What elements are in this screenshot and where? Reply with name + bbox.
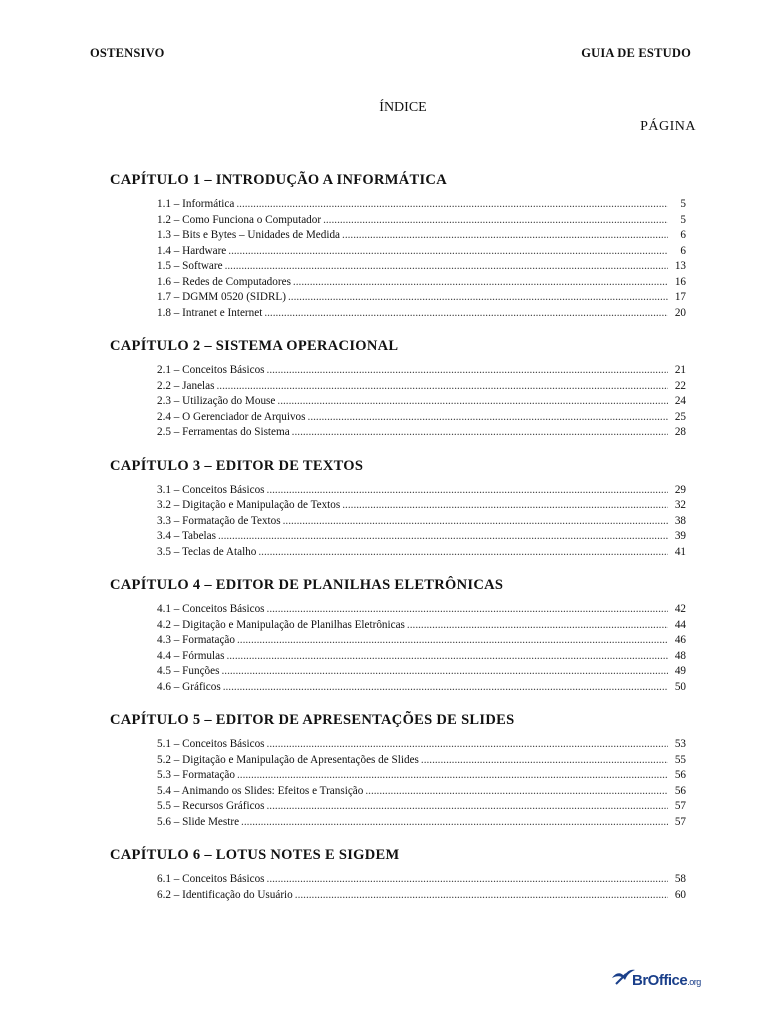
logo-name: BrOffice <box>632 972 688 989</box>
toc-entry <box>157 737 686 753</box>
dot-leader <box>216 379 668 395</box>
toc-entry-label: 6.2 – Identificação do Usuário <box>157 888 293 901</box>
toc-entry-label: 5.6 – Slide Mestre <box>157 815 240 828</box>
toc-entry-page: 56 <box>674 784 686 797</box>
toc-entry-page: 41 <box>674 545 686 558</box>
dot-leader <box>221 664 668 680</box>
dot-leader <box>267 799 669 815</box>
chapter-section <box>110 336 686 441</box>
toc-entry <box>157 768 686 784</box>
chapter-title: CAPÍTULO 1 – INTRODUÇÃO A INFORMÁTICA <box>110 172 447 188</box>
toc-entry-page: 32 <box>674 499 686 511</box>
dot-leader <box>218 529 668 545</box>
toc-entry-page: 60 <box>674 888 686 901</box>
dot-leader <box>223 680 668 696</box>
toc-entry-page: 29 <box>674 483 686 496</box>
toc-entry <box>157 483 686 499</box>
dot-leader <box>237 768 668 784</box>
toc-entry-label: 2.5 – Ferramentas do Sistema <box>157 426 290 438</box>
page-title: ÍNDICE <box>379 100 427 115</box>
table-of-contents <box>110 170 686 918</box>
toc-entry-label: 4.6 – Gráficos <box>157 680 221 693</box>
toc-entry-label: 5.4 – Animando os Slides: Efeitos e Transição <box>157 784 364 797</box>
toc-entry-page: 48 <box>674 649 686 662</box>
chapter-section <box>110 575 686 695</box>
chapter-entries <box>157 872 686 903</box>
toc-entry-label: 1.4 – Hardware <box>157 244 227 257</box>
toc-entry-label: 5.1 – Conceitos Básicos <box>157 738 265 750</box>
dot-leader <box>228 244 668 260</box>
toc-entry-label: 1.3 – Bits e Bytes – Unidades de Medida <box>157 229 341 241</box>
dot-leader <box>308 410 668 426</box>
header-right: GUIA DE ESTUDO <box>581 46 691 60</box>
dot-leader <box>267 602 668 618</box>
toc-entry <box>157 425 686 441</box>
dot-leader <box>264 306 668 322</box>
chapter-entries <box>157 197 686 321</box>
toc-entry-page: 21 <box>674 364 686 376</box>
header-left: OSTENSIVO <box>90 46 165 60</box>
toc-entry-label: 1.2 – Como Funciona o Computador <box>157 213 322 226</box>
toc-entry-label: 3.1 – Conceitos Básicos <box>157 483 265 496</box>
toc-entry-label: 4.2 – Digitação e Manipulação de Planilhas Eletrônicas <box>157 618 405 631</box>
dot-leader <box>288 290 668 306</box>
toc-entry-page: 57 <box>674 800 686 812</box>
toc-entry <box>157 306 686 322</box>
dot-leader <box>236 197 668 213</box>
chapter-title: CAPÍTULO 3 – EDITOR DE TEXTOS <box>110 457 364 474</box>
page-column-label: PÁGINA <box>640 119 696 134</box>
toc-entry <box>157 259 686 275</box>
toc-entry-label: 5.3 – Formatação <box>157 769 235 781</box>
toc-entry-page: 39 <box>674 530 686 542</box>
toc-entry-label: 2.3 – Utilização do Mouse <box>157 395 276 407</box>
toc-entry-page: 44 <box>674 618 686 631</box>
toc-entry-page: 56 <box>674 769 686 781</box>
toc-entry-label: 5.2 – Digitação e Manipulação de Apresentações de Slides <box>157 753 419 766</box>
toc-entry-page: 57 <box>674 815 686 828</box>
toc-entry <box>157 290 686 306</box>
chapter-title: CAPÍTULO 2 – SISTEMA OPERACIONAL <box>110 338 399 354</box>
toc-entry-label: 4.3 – Formatação <box>157 634 235 646</box>
toc-entry-page: 5 <box>680 213 686 226</box>
chapter-entries <box>157 483 686 561</box>
toc-entry <box>157 784 686 800</box>
chapter-title: CAPÍTULO 4 – EDITOR DE PLANILHAS ELETRÔNICAS <box>110 577 504 593</box>
toc-entry-page: 20 <box>674 306 686 319</box>
toc-entry-label: 2.2 – Janelas <box>157 379 215 392</box>
dot-leader <box>293 275 668 291</box>
toc-entry-label: 1.5 – Software <box>157 260 223 272</box>
dot-leader <box>292 425 668 441</box>
toc-entry-page: 28 <box>674 426 686 438</box>
toc-entry-label: 3.5 – Teclas de Atalho <box>157 545 257 558</box>
dot-leader <box>323 213 668 229</box>
toc-entry <box>157 213 686 229</box>
toc-entry <box>157 498 686 514</box>
toc-entry <box>157 545 686 561</box>
toc-entry-page: 42 <box>674 603 686 615</box>
toc-entry <box>157 197 686 213</box>
toc-entry-label: 5.5 – Recursos Gráficos <box>157 800 265 812</box>
toc-entry <box>157 618 686 634</box>
toc-entry <box>157 664 686 680</box>
toc-entry <box>157 410 686 426</box>
chapter-title: CAPÍTULO 5 – EDITOR DE APRESENTAÇÕES DE SLIDES <box>110 712 515 728</box>
dot-leader <box>237 633 668 649</box>
dot-leader <box>407 618 668 634</box>
dot-leader <box>283 514 668 530</box>
toc-entry <box>157 815 686 831</box>
toc-entry-label: 2.1 – Conceitos Básicos <box>157 364 265 376</box>
dot-leader <box>421 753 668 769</box>
logo-text <box>632 972 701 989</box>
dot-leader <box>258 545 668 561</box>
toc-entry-label: 6.1 – Conceitos Básicos <box>157 873 265 885</box>
dot-leader <box>267 363 668 379</box>
toc-entry <box>157 799 686 815</box>
toc-entry <box>157 363 686 379</box>
toc-entry <box>157 394 686 410</box>
toc-entry-label: 4.4 – Fórmulas <box>157 649 225 662</box>
toc-entry-label: 1.1 – Informática <box>157 198 235 210</box>
toc-entry <box>157 602 686 618</box>
toc-entry-page: 55 <box>674 753 686 766</box>
dot-leader <box>295 888 668 904</box>
toc-entry <box>157 872 686 888</box>
dot-leader <box>226 649 668 665</box>
toc-entry-page: 17 <box>674 291 686 303</box>
chapter-entries <box>157 602 686 695</box>
dot-leader <box>342 228 668 244</box>
toc-entry-page: 25 <box>674 410 686 423</box>
dot-leader <box>267 872 668 888</box>
toc-entry-page: 22 <box>674 379 686 392</box>
toc-entry <box>157 649 686 665</box>
dot-leader <box>342 498 668 514</box>
chapter-entries <box>157 363 686 441</box>
toc-entry-page: 6 <box>680 229 686 241</box>
toc-entry-page: 5 <box>680 198 686 210</box>
dot-leader <box>267 737 668 753</box>
chapter-title: CAPÍTULO 6 – LOTUS NOTES E SIGDEM <box>110 847 400 863</box>
toc-entry-page: 24 <box>674 395 686 407</box>
toc-entry-label: 1.6 – Redes de Computadores <box>157 275 291 288</box>
toc-entry <box>157 244 686 260</box>
dot-leader <box>267 483 668 499</box>
toc-entry <box>157 379 686 395</box>
chapter-section <box>110 456 686 561</box>
toc-entry-page: 38 <box>674 514 686 527</box>
dot-leader <box>241 815 668 831</box>
toc-entry <box>157 633 686 649</box>
toc-entry <box>157 888 686 904</box>
toc-entry-label: 3.3 – Formatação de Textos <box>157 514 281 527</box>
toc-entry-label: 4.1 – Conceitos Básicos <box>157 603 265 615</box>
toc-entry-label: 1.8 – Intranet e Internet <box>157 306 263 319</box>
toc-entry-page: 16 <box>674 275 686 288</box>
chapter-section <box>110 845 686 903</box>
chapter-section <box>110 170 686 321</box>
toc-entry-page: 13 <box>674 260 686 272</box>
toc-entry-page: 49 <box>674 665 686 677</box>
logo-suffix: .org <box>687 977 701 987</box>
toc-entry-label: 1.7 – DGMM 0520 (SIDRL) <box>157 291 286 303</box>
toc-entry-label: 3.4 – Tabelas <box>157 530 216 542</box>
toc-entry-page: 58 <box>674 873 686 885</box>
toc-entry-label: 3.2 – Digitação e Manipulação de Textos <box>157 499 341 511</box>
toc-entry-page: 6 <box>680 244 686 257</box>
toc-entry-label: 4.5 – Funções <box>157 665 220 677</box>
toc-entry-page: 53 <box>674 738 686 750</box>
dot-leader <box>365 784 668 800</box>
toc-entry <box>157 680 686 696</box>
toc-entry-page: 46 <box>674 634 686 646</box>
toc-entry <box>157 228 686 244</box>
chapter-section <box>110 710 686 830</box>
toc-entry-label: 2.4 – O Gerenciador de Arquivos <box>157 410 306 423</box>
toc-entry <box>157 514 686 530</box>
dot-leader <box>277 394 668 410</box>
toc-entry <box>157 753 686 769</box>
toc-entry <box>157 529 686 545</box>
dot-leader <box>225 259 668 275</box>
broffice-logo <box>610 960 702 998</box>
chapter-entries <box>157 737 686 830</box>
toc-entry <box>157 275 686 291</box>
toc-entry-page: 50 <box>674 680 686 693</box>
